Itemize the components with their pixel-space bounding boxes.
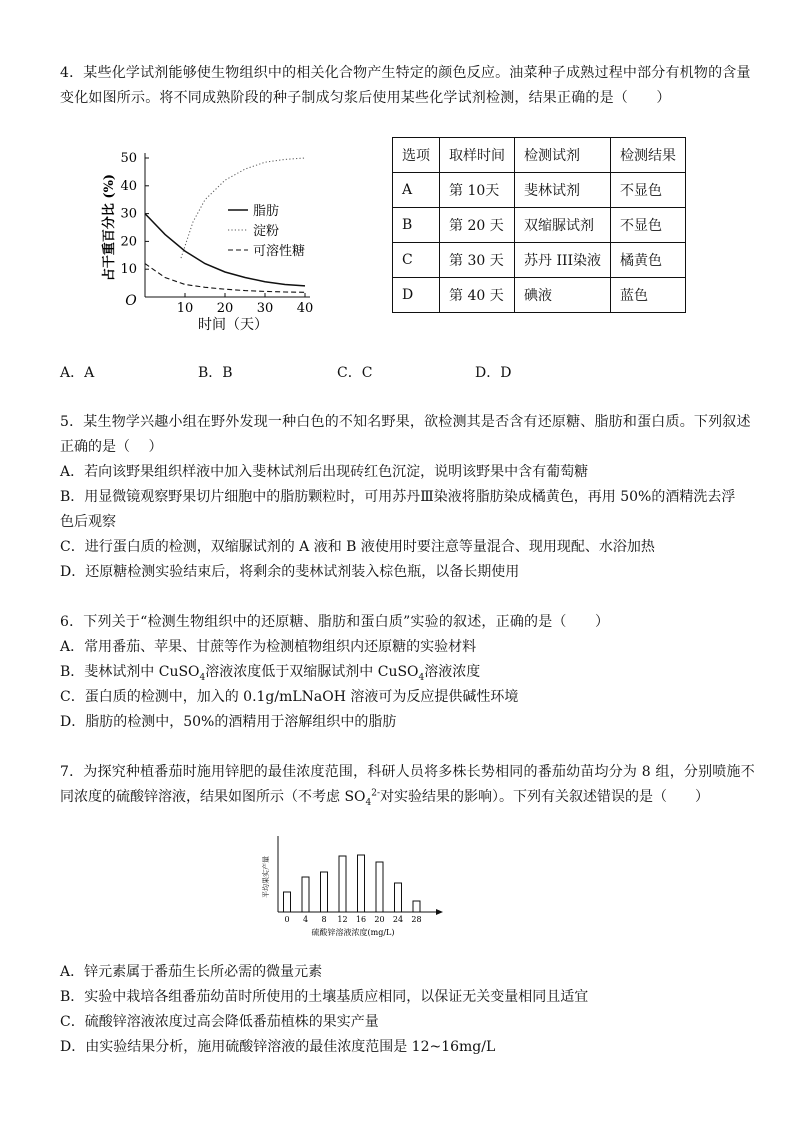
table-cell: 第 30 天 — [440, 243, 515, 278]
q7-stem-line2 — [60, 787, 709, 807]
x-tick-label: 10 — [176, 301, 194, 316]
q7-bar-chart — [255, 830, 455, 945]
subscript: 4 — [199, 672, 206, 683]
table-row — [393, 173, 686, 208]
x-tick-label: 20 — [374, 915, 385, 924]
q7-option-a[interactable]: A．锌元素属于番茄生长所必需的微量元素 — [60, 964, 323, 980]
x-tick-label: 8 — [321, 915, 327, 924]
table-row — [393, 278, 686, 313]
q5-option-b-line1[interactable]: B．用显微镜观察野果切片细胞中的脂肪颗粒时，可用苏丹Ⅲ染液将脂肪染成橘黄色，再用 50%的酒精洗去浮 — [60, 489, 736, 505]
y-tick-label: 10 — [120, 262, 137, 278]
bar — [376, 862, 383, 912]
q6-option-a[interactable]: A．常用番茄、苹果、甘蔗等作为检测植物组织内还原糖的实验材料 — [60, 639, 477, 655]
q4-stem-line1: 4．某些化学试剂能够使生物组织中的相关化合物产生特定的颜色反应。油菜种子成熟过程中部分有机物的含量 — [60, 65, 751, 81]
q5-option-c[interactable]: C．进行蛋白质的检测，双缩脲试剂的 A 液和 B 液使用时要注意等量混合、现用现配、水浴加热 — [60, 539, 655, 555]
table-cell: 碘液 — [515, 278, 611, 313]
table-row — [393, 208, 686, 243]
q7-option-b[interactable]: B．实验中栽培各组番茄幼苗时所使用的土壤基质应相同，以保证无关变量相同且适宜 — [60, 989, 589, 1005]
bar — [302, 877, 309, 912]
q4-option-c[interactable]: C．C — [337, 365, 373, 381]
legend-label: 可溶性糖 — [253, 244, 306, 259]
table-header-cell: 检测试剂 — [515, 138, 611, 173]
q4-table — [392, 137, 686, 313]
y-tick-label: 20 — [120, 234, 137, 250]
table-cell: D — [393, 278, 440, 313]
x-tick-label: 28 — [411, 915, 422, 924]
table-cell: 蓝色 — [611, 278, 686, 313]
bar — [339, 856, 346, 912]
subscript: 4 — [418, 672, 425, 683]
table-cell: 斐林试剂 — [515, 173, 611, 208]
subscript: 4 — [365, 797, 372, 808]
table-cell: 苏丹 III染液 — [515, 243, 611, 278]
x-tick-label: 40 — [296, 301, 314, 316]
q4-stem-line2: 变化如图所示。将不同成熟阶段的种子制成匀浆后使用某些化学试剂检测，结果正确的是（ ） — [60, 90, 671, 106]
legend-label: 淀粉 — [253, 224, 280, 239]
bar — [395, 883, 402, 912]
superscript: 2- — [371, 788, 381, 799]
q7-stem-line1: 7．为探究种植番茄时施用锌肥的最佳浓度范围，科研人员将多株长势相同的番茄幼苗均分为 8 组，分别喷施不 — [60, 764, 755, 780]
q5-stem-line2: 正确的是（ ） — [60, 439, 163, 455]
table-header-row — [393, 138, 686, 173]
q6-option-b-part1: B．斐林试剂中 CuSO — [60, 664, 200, 680]
x-axis-arrow — [436, 909, 443, 915]
x-axis-label: 硫酸锌溶液浓度(mg/L) — [311, 928, 395, 937]
table-cell: 不显色 — [611, 173, 686, 208]
table-cell: 不显色 — [611, 208, 686, 243]
origin-label: O — [125, 293, 137, 309]
table-cell: 橘黄色 — [611, 243, 686, 278]
q6-option-b[interactable] — [60, 662, 480, 682]
table-header-cell: 选项 — [393, 138, 440, 173]
table-header-cell: 取样时间 — [440, 138, 515, 173]
bar — [413, 901, 420, 912]
table-header-cell: 检测结果 — [611, 138, 686, 173]
q6-stem: 6．下列关于“检测生物组织中的还原糖、脂肪和蛋白质”实验的叙述，正确的是（ ） — [60, 614, 610, 630]
table-cell: 第 20 天 — [440, 208, 515, 243]
q7-option-d[interactable]: D．由实验结果分析，施用硫酸锌溶液的最佳浓度范围是 12~16mg/L — [60, 1039, 496, 1055]
table-cell: A — [393, 173, 440, 208]
q6-option-b-part3: 溶液浓度 — [424, 664, 481, 680]
x-tick-label: 4 — [302, 915, 309, 924]
y-tick-label: 50 — [120, 151, 137, 166]
x-axis-label: 时间（天） — [198, 317, 268, 333]
y-axis-label: 占干重百分比 (%) — [102, 173, 117, 282]
bar — [284, 892, 291, 912]
q6-option-d[interactable]: D．脂肪的检测中，50%的酒精用于溶解组织中的脂肪 — [60, 714, 397, 730]
q4-option-a[interactable]: A．A — [60, 365, 95, 381]
bar — [321, 872, 328, 912]
q5-stem-line1: 5．某生物学兴趣小组在野外发现一种白色的不知名野果，欲检测其是否含有还原糖、脂肪和蛋白质。下列叙述 — [60, 414, 751, 430]
q4-option-d[interactable]: D．D — [475, 365, 512, 381]
x-tick-label: 12 — [337, 915, 348, 924]
q7-stem-part2: 对实验结果的影响）。下列有关叙述错误的是（ ） — [380, 789, 710, 805]
y-tick-label: 30 — [120, 206, 137, 222]
q6-option-c[interactable]: C．蛋白质的检测中，加入的 0.1g/mLNaOH 溶液可为反应提供碱性环境 — [60, 689, 519, 705]
x-tick-label: 0 — [284, 915, 290, 924]
table-row — [393, 243, 686, 278]
q6-option-b-part2: 溶液浓度低于双缩脲试剂中 CuSO — [205, 664, 419, 680]
table-cell: B — [393, 208, 440, 243]
y-tick-label: 40 — [120, 178, 137, 194]
series-line — [145, 264, 305, 293]
q5-option-b-line2[interactable]: 色后观察 — [60, 514, 116, 530]
legend-label: 脂肪 — [253, 204, 280, 219]
x-tick-label: 20 — [216, 301, 234, 316]
y-axis-label: 平均果实产量 — [262, 856, 270, 898]
x-tick-label: 24 — [392, 915, 404, 924]
table-cell: 第 40 天 — [440, 278, 515, 313]
q5-option-a[interactable]: A．若向该野果组织样液中加入斐林试剂后出现砖红色沉淀，说明该野果中含有葡萄糖 — [60, 464, 589, 480]
q5-option-d[interactable]: D．还原糖检测实验结束后，将剩余的斐林试剂装入棕色瓶，以备长期使用 — [60, 564, 520, 580]
q4-line-chart — [95, 140, 335, 340]
table-cell: 双缩脲试剂 — [515, 208, 611, 243]
bar — [358, 855, 365, 912]
q7-stem-part1: 同浓度的硫酸锌溶液，结果如图所示（不考虑 SO — [60, 789, 366, 805]
x-tick-label: 30 — [256, 301, 274, 316]
q4-option-b[interactable]: B．B — [198, 365, 233, 381]
table-cell: 第 10天 — [440, 173, 515, 208]
table-cell: C — [393, 243, 440, 278]
x-tick-label: 16 — [355, 915, 367, 924]
q7-option-c[interactable]: C．硫酸锌溶液浓度过高会降低番茄植株的果实产量 — [60, 1014, 379, 1030]
